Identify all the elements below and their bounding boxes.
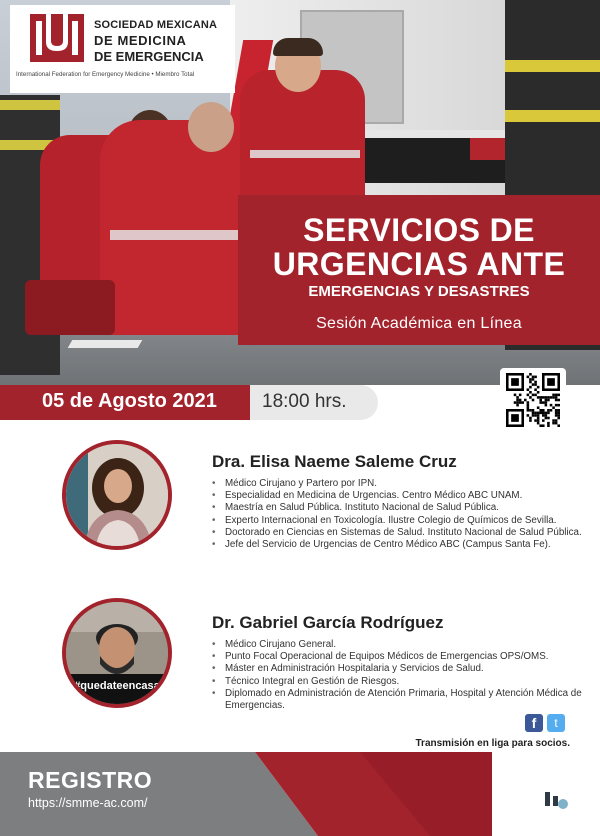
org-name-line3: DE EMERGENCIA: [94, 49, 204, 64]
speaker-photo: [62, 598, 172, 708]
credential-item: • Máster en Administración Hospitalaria y Servicios de Salud.: [212, 663, 582, 675]
speaker-photo: [62, 440, 172, 550]
facebook-icon[interactable]: f: [525, 714, 543, 732]
org-name-line1: SOCIEDAD MEXICANA: [94, 19, 218, 31]
org-name-line2: DE MEDICINA: [94, 33, 187, 48]
speaker-name: Dr. Gabriel García Rodríguez: [212, 613, 444, 632]
lane-marking: [68, 340, 143, 348]
credential-item: • Punto Focal Operacional de Equipos Médicos de Emergencias OPS/OMS.: [212, 651, 582, 663]
twitter-icon[interactable]: t: [547, 714, 565, 732]
event-date: 05 de Agosto 2021: [42, 390, 217, 412]
registration-label: REGISTRO: [28, 767, 153, 793]
event-time: 18:00 hrs.: [262, 391, 347, 412]
footer-band: [0, 752, 600, 836]
credential-item: • Experto Internacional en Toxicología. Ilustre Colegio de Químicos de Sevilla.: [212, 515, 582, 527]
reflective-stripe: [0, 100, 60, 110]
organization-logo: [10, 5, 235, 93]
speaker-portrait-icon: [66, 602, 168, 704]
org-tagline: International Federation for Emergency Medicine • Miembro Total: [16, 71, 195, 78]
registration-link[interactable]: https://smme-ac.com/: [28, 796, 148, 810]
logo-mark-icon: [30, 14, 84, 62]
credential-item: • Especialidad en Medicina de Urgencias. Centro Médico ABC UNAM.: [212, 490, 582, 502]
credential-item: • Médico Cirujano y Partero por IPN.: [212, 478, 582, 490]
credential-item: • Diplomado en Administración de Atención Primaria, Hospital y Atención Médica de Emergencias.: [212, 688, 582, 712]
credential-item: • Médico Cirujano General.: [212, 639, 582, 651]
credential-item: • Jefe del Servicio de Urgencias de Centro Médico ABC (Campus Santa Fe).: [212, 539, 582, 551]
qr-code-icon: [506, 373, 560, 427]
photo-caption: #quedateencasa: [74, 680, 160, 692]
social-links: [525, 714, 567, 732]
reflective-stripe: [250, 150, 360, 158]
reflective-stripe: [505, 60, 600, 72]
event-title: SERVICIOS DE URGENCIAS ANTE: [272, 212, 566, 282]
event-session-type: Sesión Académica en Línea: [316, 315, 522, 332]
brand-mark-icon: [543, 790, 569, 812]
medical-bag: [25, 280, 115, 335]
reflective-stripe: [110, 230, 240, 240]
paramedic-hair: [273, 38, 323, 56]
qr-code[interactable]: [500, 368, 566, 432]
speaker-credentials: [212, 478, 582, 551]
credential-item: • Doctorado en Ciencias en Sistemas de Salud. Instituto Nacional de Salud Pública.: [212, 527, 582, 539]
speaker-name: Dra. Elisa Naeme Saleme Cruz: [212, 452, 457, 471]
credential-item: • Técnico Integral en Gestión de Riesgos.: [212, 676, 582, 688]
paramedic-kneeling: [100, 120, 250, 335]
reflective-stripe: [505, 110, 600, 122]
credential-item: • Maestría en Salud Pública. Instituto Nacional de Salud Pública.: [212, 502, 582, 514]
speaker-portrait-icon: [66, 444, 168, 546]
event-subtitle: EMERGENCIAS Y DESASTRES: [308, 283, 530, 300]
speaker-credentials: [212, 639, 582, 712]
paramedic-head: [188, 102, 234, 152]
transmission-members: Transmisión en liga para socios.: [415, 738, 570, 749]
